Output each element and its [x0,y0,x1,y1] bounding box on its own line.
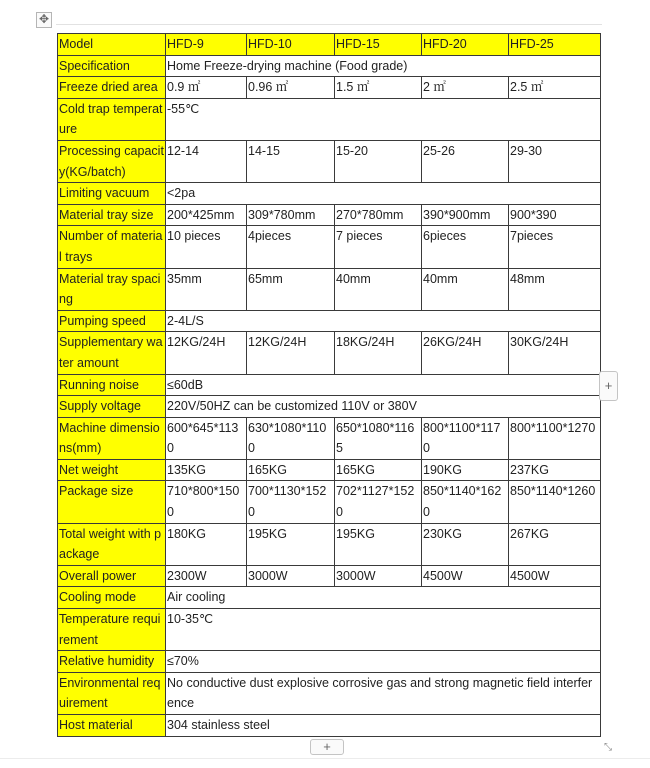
row-label-cell[interactable]: Number of material trays [58,226,166,268]
row-value-cell[interactable]: 0.96 ㎡ [247,77,335,99]
row-value-cell[interactable]: 2 ㎡ [422,77,509,99]
spec-table [57,33,601,737]
row-value-cell[interactable]: 195KG [335,523,422,565]
row-label-cell[interactable]: Supply voltage [58,396,166,418]
table-row [58,98,601,140]
row-value-cell[interactable]: 200*425mm [166,204,247,226]
header-cell-hfd-10[interactable]: HFD-10 [247,34,335,56]
table-row [58,651,601,673]
row-value-cell[interactable]: 630*1080*1100 [247,417,335,459]
row-value-cell[interactable]: 35mm [166,268,247,310]
row-label-cell[interactable]: Relative humidity [58,651,166,673]
row-value-cell[interactable]: 700*1130*1520 [247,481,335,523]
row-value-cell[interactable]: 48mm [509,268,601,310]
row-merged-value-cell[interactable]: <2pa [166,183,601,205]
row-value-cell[interactable]: 230KG [422,523,509,565]
row-merged-value-cell[interactable]: -55℃ [166,98,601,140]
row-value-cell[interactable]: 195KG [247,523,335,565]
row-value-cell[interactable]: 190KG [422,459,509,481]
table-row [58,609,601,651]
table-row [58,481,601,523]
row-merged-value-cell[interactable]: 10-35℃ [166,609,601,651]
row-label-cell[interactable]: Environmental requirement [58,672,166,714]
table-row [58,396,601,418]
row-merged-value-cell[interactable]: ≤60dB [166,374,601,396]
row-value-cell[interactable]: 12-14 [166,140,247,182]
row-value-cell[interactable]: 180KG [166,523,247,565]
row-value-cell[interactable]: 14-15 [247,140,335,182]
table-header-row [58,34,601,56]
row-label-cell[interactable]: Host material [58,715,166,737]
row-merged-value-cell[interactable]: 2-4L/S [166,310,601,332]
row-value-cell[interactable]: 10 pieces [166,226,247,268]
table-row [58,268,601,310]
row-value-cell[interactable]: 30KG/24H [509,332,601,374]
row-value-cell[interactable]: 2300W [166,565,247,587]
row-merged-value-cell[interactable]: 304 stainless steel [166,715,601,737]
table-row [58,523,601,565]
row-merged-value-cell[interactable]: Air cooling [166,587,601,609]
header-cell-hfd-25[interactable]: HFD-25 [509,34,601,56]
row-value-cell[interactable]: 237KG [509,459,601,481]
row-merged-value-cell[interactable]: ≤70% [166,651,601,673]
table-row [58,672,601,714]
header-cell-hfd-9[interactable]: HFD-9 [166,34,247,56]
row-value-cell[interactable]: 3000W [335,565,422,587]
row-label-cell[interactable]: Freeze dried area [58,77,166,99]
row-label-cell[interactable]: Overall power [58,565,166,587]
row-value-cell[interactable]: 18KG/24H [335,332,422,374]
row-value-cell[interactable]: 4500W [509,565,601,587]
row-value-cell[interactable]: 800*1100*1170 [422,417,509,459]
row-merged-value-cell[interactable]: No conductive dust explosive corrosive gas and strong magnetic field interference [166,672,601,714]
row-value-cell[interactable]: 165KG [247,459,335,481]
row-label-cell[interactable]: Cooling mode [58,587,166,609]
row-value-cell[interactable]: 600*645*1130 [166,417,247,459]
row-label-cell[interactable]: Cold trap temperature [58,98,166,140]
row-value-cell[interactable]: 40mm [422,268,509,310]
row-value-cell[interactable]: 4500W [422,565,509,587]
spec-table-body [58,34,601,737]
table-row [58,310,601,332]
row-label-cell[interactable]: Total weight with package [58,523,166,565]
table-row [58,715,601,737]
row-value-cell[interactable]: 0.9 ㎡ [166,77,247,99]
row-value-cell[interactable]: 25-26 [422,140,509,182]
row-label-cell[interactable]: Specification [58,55,166,77]
row-value-cell[interactable]: 15-20 [335,140,422,182]
row-value-cell[interactable]: 4pieces [247,226,335,268]
table-resize-handle[interactable] [601,741,615,755]
table-row [58,140,601,182]
row-value-cell[interactable]: 800*1100*1270 [509,417,601,459]
row-label-cell[interactable]: Supplementary water amount [58,332,166,374]
row-value-cell[interactable]: 309*780mm [247,204,335,226]
move-icon: ✥ [38,12,50,26]
table-row [58,459,601,481]
page-bottom-edge [0,758,650,759]
row-label-cell[interactable]: Machine dimensions(mm) [58,417,166,459]
table-row [58,55,601,77]
row-label-cell[interactable]: Material tray spacing [58,268,166,310]
row-value-cell[interactable]: 6pieces [422,226,509,268]
row-value-cell[interactable]: 1.5 ㎡ [335,77,422,99]
row-value-cell[interactable]: 3000W [247,565,335,587]
row-value-cell[interactable]: 390*900mm [422,204,509,226]
row-value-cell[interactable]: 65mm [247,268,335,310]
row-value-cell[interactable]: 270*780mm [335,204,422,226]
row-merged-value-cell[interactable]: Home Freeze-drying machine (Food grade) [166,55,601,77]
row-label-cell[interactable]: Material tray size [58,204,166,226]
row-value-cell[interactable]: 7 pieces [335,226,422,268]
row-value-cell[interactable]: 12KG/24H [166,332,247,374]
row-value-cell[interactable]: 29-30 [509,140,601,182]
row-value-cell[interactable]: 40mm [335,268,422,310]
row-value-cell[interactable]: 850*1140*1620 [422,481,509,523]
row-value-cell[interactable]: 2.5 ㎡ [509,77,601,99]
row-label-cell[interactable]: Pumping speed [58,310,166,332]
row-value-cell[interactable]: 165KG [335,459,422,481]
row-value-cell[interactable]: 267KG [509,523,601,565]
table-row [58,374,601,396]
row-value-cell[interactable]: 135KG [166,459,247,481]
table-row [58,587,601,609]
row-value-cell[interactable]: 900*390 [509,204,601,226]
row-label-cell[interactable]: Net weight [58,459,166,481]
table-row [58,226,601,268]
row-value-cell[interactable]: 850*1140*1260 [509,481,601,523]
table-row [58,77,601,99]
table-row [58,183,601,205]
header-cell-hfd-20[interactable]: HFD-20 [422,34,509,56]
table-row [58,565,601,587]
row-value-cell[interactable]: 26KG/24H [422,332,509,374]
row-label-cell[interactable]: Running noise [58,374,166,396]
header-cell-hfd-15[interactable]: HFD-15 [335,34,422,56]
table-row [58,204,601,226]
row-value-cell[interactable]: 7pieces [509,226,601,268]
table-row [58,417,601,459]
row-value-cell[interactable]: 702*1127*1520 [335,481,422,523]
row-value-cell[interactable]: 12KG/24H [247,332,335,374]
row-label-cell[interactable]: Limiting vacuum [58,183,166,205]
row-label-cell[interactable]: Processing capacity(KG/batch) [58,140,166,182]
table-move-handle[interactable] [36,12,52,28]
row-value-cell[interactable]: 650*1080*1165 [335,417,422,459]
add-column-button[interactable]: + [599,371,618,401]
page-top-edge [56,24,602,25]
header-cell-model[interactable]: Model [58,34,166,56]
row-merged-value-cell[interactable]: 220V/50HZ can be customized 110V or 380V [166,396,601,418]
resize-icon: ⤡ [604,742,612,753]
row-label-cell[interactable]: Package size [58,481,166,523]
row-value-cell[interactable]: 710*800*1500 [166,481,247,523]
row-label-cell[interactable]: Temperature requirement [58,609,166,651]
table-row [58,332,601,374]
add-row-button[interactable]: + [310,739,344,755]
